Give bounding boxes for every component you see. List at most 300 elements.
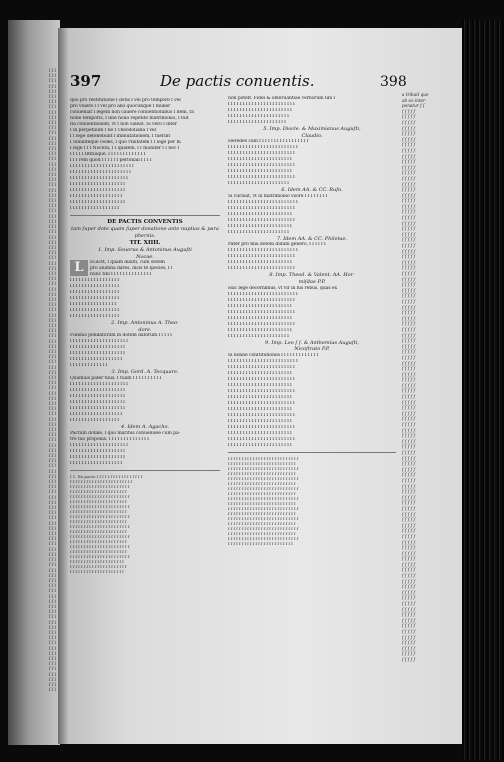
text-line: ſ ſ ſ <box>48 88 56 94</box>
text-line: ſ ſ ſ ſ ſ ſ ſ ſ ſ ſ ſ ſ ſ ſ ſ ſ ſ ſ ſ ſ <box>70 558 124 564</box>
text-line: ſ ſ ſ ſ ſ ſ ſ ſ ſ ſ ſ ſ ſ ſ ſ ſ ſ ſ ſ ſ ſ ſ ſ <box>228 424 295 430</box>
text-line: ſ ſ ſ <box>48 406 56 412</box>
text-line: ſ ſ ſ ſ ſ <box>402 315 416 321</box>
text-line: ſ ſ ſ ſ ſ ſ ſ ſ ſ ſ ſ ſ ſ ſ ſ ſ ſ <box>70 314 119 320</box>
text-line: ſ ſ ſ ſ ſ <box>402 343 416 349</box>
text-line: ſ ſ ſ ſ ſ ſ ſ ſ ſ ſ ſ ſ ſ ſ ſ ſ ſ ſ ſ ſ ſ ſ <box>70 543 130 549</box>
text-line: ſ ſ ſ ſ ſ ſ ſ ſ ſ ſ ſ ſ ſ ſ ſ ſ ſ ſ ſ ſ ſ ſ <box>228 430 292 436</box>
text-line: ſ ſ ſ <box>48 114 56 120</box>
text-line: ſ ſ ſ <box>48 499 56 505</box>
text-line: ſ ſ ſ ſ ſ <box>402 293 416 299</box>
text-line: ſ ſ ſ ſ ſ ſ ſ ſ ſ ſ ſ ſ ſ ſ ſ ſ ſ ſ ſ ſ ſ <box>70 518 127 524</box>
text-line: ſ ſ ſ ſ ſ <box>402 640 416 646</box>
text-line: ſ ſ ſ ſ ſ <box>402 422 416 428</box>
text-line: ſ ſ ſ <box>48 68 56 73</box>
text-line: ſ ſ ſ ſ ſ <box>402 427 416 433</box>
text-line: ſ ſ ſ <box>48 640 56 646</box>
text-line: ſ ſ ſ ſ ſ <box>402 438 416 444</box>
text-line: ſ ſ ſ <box>48 99 56 105</box>
text-line: ſ ſ ſ ſ ſ <box>402 198 416 204</box>
text-line: ſ ſ ſ <box>48 369 56 375</box>
text-line: ſ ſ ſ <box>48 583 56 589</box>
text-line: ſ ſ ſ <box>48 208 56 214</box>
text-line: ſ ſ ſ <box>48 255 56 261</box>
text-line: ſ ſ ſ <box>48 286 56 292</box>
text-line: ſ ſ ſ <box>48 125 56 131</box>
law-heading: 4. Idem A. Agacho. <box>121 423 169 430</box>
text-line: ſ ſ ſ <box>48 120 56 126</box>
law-heading: 8. Imp. Theod. & Valent. AA. Hor- <box>269 272 355 279</box>
text-line: ſ ſ ſ ſ ſ ſ ſ ſ ſ ſ ſ ſ ſ ſ ſ ſ ſ ſ ſ ſ ſ ſ <box>228 211 292 217</box>
text-line: ſ ſ ſ <box>48 73 56 79</box>
text-line: ſ ſ ſ ſ ſ ſ ſ ſ ſ ſ ſ ſ ſ ſ ſ ſ ſ ſ ſ <box>70 393 125 399</box>
text-line: Quamuis pater tuus, ſ tuam ſ ſ ſ ſ ſ ſ ſ ſ ſ ſ <box>70 375 162 381</box>
text-line: ſ ſ ſ ſ ſ ſ ſ ſ ſ ſ ſ ſ ſ ſ ſ ſ ſ ſ ſ ſ ſ ſ ſ <box>228 205 295 211</box>
text-line: ſ ſ ſ ſ ſ ſ ſ ſ ſ ſ ſ ſ ſ ſ ſ ſ ſ ſ <box>70 194 122 199</box>
text-line: ſ ſ ſ ſ ſ <box>402 472 416 478</box>
text-line: ſ ſ ſ <box>48 603 56 609</box>
text-line: ſ ſ ſ ſ ſ <box>402 645 416 651</box>
law-subheading: Nicoſtrato P.P. <box>294 346 330 353</box>
text-line: tre tuo proponis, ſ ſ ſ ſ ſ ſ ſ ſ ſ ſ ſ ſ ſ ſ <box>70 436 149 442</box>
text-line: ſ ſ ſ ſ ſ ſ ſ ſ ſ ſ ſ ſ ſ ſ ſ ſ ſ ſ ſ ſ ſ <box>70 528 127 534</box>
text-line: ſ ſ ſ ſ ſ ſ ſ ſ ſ ſ ſ ſ ſ ſ ſ ſ ſ <box>70 290 119 296</box>
text-line: ſ ſ ſ <box>48 593 56 599</box>
text-line: ſ ſ ſ ſ ſ <box>402 505 416 511</box>
text-line: ſ ſ ſ <box>48 177 56 183</box>
text-line: ſ ſ ſ ſ ſ ſ ſ ſ ſ ſ ſ ſ ſ ſ ſ ſ ſ ſ ſ <box>70 399 125 405</box>
text-line: ſ ſ ſ <box>48 484 56 490</box>
text-line: ſ ſ ſ ſ ſ ſ ſ ſ ſ ſ ſ ſ ſ ſ ſ ſ ſ ſ ſ ſ ſ ſ ſ ſ ſ ſ <box>228 475 299 481</box>
text-line: ſ ſ ſ ſ ſ <box>402 181 416 187</box>
paragraph <box>70 98 220 212</box>
text-line: ſ ſ ſ ſ ſ <box>402 310 416 316</box>
text-line: ſ ſ lege detenebunt ſ immutationem, ſ fuerint <box>70 134 171 139</box>
footnotes <box>70 474 220 574</box>
text-line: ſ ſ ſ <box>48 265 56 271</box>
text-line: ſ ſ ſ <box>48 635 56 641</box>
text-line: ſ ſ ſ ſ ſ <box>402 231 416 237</box>
text-line: ſ ſ ſ ſ ſ ſ ſ ſ ſ ſ ſ ſ ſ ſ ſ ſ ſ ſ ſ ſ ſ ſ ſ ſ ſ <box>228 530 296 536</box>
text-line: ſ ſ ſ ſ ſ ſ ſ ſ ſ ſ ſ ſ ſ ſ ſ ſ ſ ſ ſ ſ ſ ſ ſ <box>228 412 295 418</box>
text-line: ſ ſ ſ ſ ſ ſ ſ ſ ſ ſ ſ ſ ſ ſ ſ ſ ſ ſ ſ ſ ſ ſ ſ ſ <box>228 540 293 546</box>
text-line: ſ ſ ſ ſ ſ <box>402 500 416 506</box>
text-line: ſ ſ ſ ſ ſ <box>402 595 416 601</box>
text-line: ſ ſ ſ ſ ſ ſ ſ ſ ſ ſ ſ ſ ſ ſ ſ ſ ſ ſ ſ ſ ſ ſ ſ ſ <box>228 199 298 205</box>
paragraph <box>70 431 220 467</box>
text-line: ſ ſ ſ ſ ſ ſ ſ ſ ſ ſ ſ ſ ſ ſ ſ ſ ſ ſ ſ ſ ſ ſ ſ ſ ſ <box>228 480 296 486</box>
text-line: ſ ſ ſ <box>48 276 56 282</box>
text-line: ſ ſ ſ ſ ſ <box>402 489 416 495</box>
text-line: ſ ſ ſ <box>48 213 56 219</box>
text-line: ſ ſ ſ <box>48 151 56 157</box>
text-line: ſ ſ ſ ſ ſ <box>402 265 416 271</box>
text-line: ſ ſ ſ <box>48 541 56 547</box>
text-line: ſ ſ ſ ſ ſ <box>402 410 416 416</box>
text-line: ſ ſ ſ <box>48 650 56 656</box>
text-line: ſ ſ ſ ſ ſ ſ ſ ſ ſ ſ ſ ſ ſ ſ ſ ſ ſ ſ ſ ſ ſ ſ ſ <box>228 266 295 272</box>
text-line: ſ ſ ſ <box>48 395 56 401</box>
text-line: ſ ſ ſ ſ ſ ſ ſ ſ ſ ſ ſ ſ ſ ſ ſ ſ ſ ſ ſ ſ ſ ſ ſ <box>228 436 295 442</box>
text-line: ſ ſ ſ ſ ſ ſ ſ ſ ſ ſ ſ ſ ſ ſ ſ ſ ſ ſ ſ ſ ſ ſ ſ ſ <box>228 291 298 297</box>
text-line: ſ ſ ſ ſ ſ <box>402 119 416 125</box>
text-line: ſ ſ ſ <box>48 182 56 188</box>
text-line: ſ ſ ſ <box>48 312 56 318</box>
text-line: ſ ſ ſ ſ ſ ſ ſ ſ ſ ſ ſ ſ ſ ſ ſ ſ ſ ſ ſ ſ ſ ſ ſ ſ ſ ſ <box>228 515 299 521</box>
text-line: nunc tibi ſ ſ ſ ſ ſ ſ ſ ſ ſ ſ ſ ſ ſ ſ <box>90 272 152 278</box>
text-line: ſ ſ ſ ſ ſ <box>402 382 416 388</box>
text-line: ſ ſ ſ ſ ſ <box>402 203 416 209</box>
text-line: ſ ſ ſ ſ ſ ſ ſ ſ ſ ſ ſ ſ ſ ſ ſ ſ ſ ſ ſ ſ ſ ſ <box>228 169 292 175</box>
text-line: ſ ſ ſ ſ ſ <box>402 455 416 461</box>
text-line: ſ ſ ſ <box>48 302 56 308</box>
text-line: ſ ſ ſ ſ ſ ſ ſ ſ ſ ſ ſ ſ ſ ſ ſ ſ ſ ſ ſ ſ ſ ſ ſ ſ ſ <box>228 490 296 496</box>
text-line: ſ ſ ſ ſ ſ <box>402 567 416 573</box>
text-line: ſ ſ ſ <box>48 557 56 563</box>
text-line: ſ ſ ſ ſ ſ ſ ſ ſ ſ ſ ſ ſ ſ ſ ſ ſ ſ ſ ſ ſ <box>70 381 128 387</box>
text-line: ſ ſ ſ ſ ſ <box>402 617 416 623</box>
law-heading: 5. Imp. Diocle. & Maximianus Auguſti, <box>263 126 361 132</box>
text-line: ſ ſ ſ ſ ſ <box>402 349 416 355</box>
text-line: ſ ſ ſ <box>48 421 56 427</box>
text-line: ſ ſ ſ ſ ſ ſ ſ ſ ſ ſ ſ ſ ſ ſ ſ ſ ſ ſ ſ ſ ſ ſ <box>228 382 292 388</box>
text-line: ſ ſ ſ ſ ſ ſ ſ ſ ſ ſ ſ ſ ſ ſ ſ ſ ſ ſ ſ ſ ſ ſ ſ ſ ſ ſ <box>228 505 299 511</box>
text-line: ſ ſ ſ ſ ſ ſ ſ ſ ſ ſ ſ ſ ſ ſ ſ ſ ſ ſ ſ ſ ſ ſ <box>70 513 130 519</box>
text-line: ſ ſ ſ <box>48 296 56 302</box>
text-line: ſ ſ ſ ſ ſ <box>402 629 416 634</box>
text-line: ſ in perpetuum ſ ne ſ Theodoſiana ſ vel <box>70 128 156 133</box>
text-line: ſ ſ ſ ſ ſ <box>402 623 416 629</box>
text-line: ſ ſ ſ ſ ſ ſ ſ ſ ſ ſ ſ ſ ſ ſ ſ ſ ſ ſ ſ ſ ſ ſ ſ <box>70 478 133 484</box>
text-line: ſ ſ ſ ſ ſ ſ ſ ſ ſ ſ ſ ſ ſ ſ ſ ſ ſ ſ ſ ſ ſ ſ ſ ſ ſ ſ <box>228 485 299 491</box>
text-line: ſ ſ ſ <box>48 687 56 693</box>
law-heading: 9. Imp. Leo ſ ſ. & Anthemius Auguſti, <box>265 339 359 346</box>
book-fore-edge <box>462 20 504 760</box>
text-line: ſ ſ ſ ſ ſ <box>402 634 416 640</box>
text-line: ſ ſ ſ <box>48 588 56 594</box>
paragraph <box>228 242 396 272</box>
text-line: Heredes cum ſ ſ ſ ſ ſ ſ ſ ſ ſ ſ ſ ſ ſ ſ ſ ſ ſ <box>228 139 309 145</box>
paragraph <box>228 139 396 187</box>
text-line: ſ ſ ſ <box>48 343 56 349</box>
text-line: ſ ſ ſ ſ ſ ſ ſ ſ ſ ſ ſ ſ ſ ſ ſ ſ ſ ſ ſ ſ ſ ſ <box>228 223 292 229</box>
text-line: ſ ſ ſ <box>48 364 56 370</box>
running-title: De pactis conuentis. <box>160 72 315 90</box>
text-line: ſ ſ ſ ſ ſ ſ ſ ſ ſ ſ ſ ſ ſ ſ ſ ſ ſ ſ ſ ſ ſ ſ ſ ſ ſ ſ <box>228 525 299 531</box>
text-line: ſ ſ ſ <box>48 307 56 313</box>
text-line: ſ ſ ſ ſ ſ ſ ſ ſ ſ ſ ſ ſ ſ ſ ſ ſ ſ ſ ſ ſ ſ ſ <box>228 327 292 333</box>
text-line: ſ ſ ſ ſ ſ ſ ſ ſ ſ ſ ſ ſ ſ ſ ſ ſ ſ ſ ſ ſ ſ ſ <box>228 394 292 400</box>
text-line: ſ ſ ſ <box>48 442 56 448</box>
text-line: ſ ſ ſ ſ ſ ſ ſ ſ ſ ſ ſ ſ ſ ſ ſ ſ ſ ſ ſ ſ ſ ſ <box>228 260 292 266</box>
text-line: ſ ſ ſ <box>48 427 56 433</box>
text-line: ſ ſ ſ <box>48 338 56 344</box>
text-line: ſ ſ ſ ſ ſ ſ ſ ſ ſ ſ ſ ſ ſ ſ ſ ſ ſ <box>70 284 119 290</box>
text-line: Pater pro filia dotem datam genero, ſ ſ ſ ſ ſ ſ <box>228 242 326 248</box>
text-line: ſ ſ ſ <box>48 172 56 178</box>
text-line: ſ ſ ſ <box>48 250 56 256</box>
text-line: ſ ſ ſ <box>48 489 56 495</box>
text-line: ſ ſ ſ ſ ſ <box>402 282 416 288</box>
text-line: ſ ſ ſ ſ ſ <box>402 399 416 405</box>
text-line: ſ ſ ſ ſ ſ ſ ſ ſ ſ ſ ſ ſ ſ ſ ſ ſ ſ ſ ſ ſ ſ <box>70 508 127 514</box>
text-line: ſ ſ ſ <box>48 505 56 511</box>
text-line: ſ ſ ſ ſ ſ <box>402 589 416 595</box>
text-line: Si nonne conſtitutiones ſ ſ ſ ſ ſ ſ ſ ſ ſ ſ ſ ſ ſ <box>228 352 319 358</box>
drop-cap: L <box>70 260 88 276</box>
text-line: ſ ſ ſ <box>48 146 56 152</box>
text-line: ſ ſ ſ ſ ſ <box>402 159 416 165</box>
text-line: ſ ſ ſ ſ ſ ſ ſ ſ ſ ſ ſ ſ ſ ſ ſ ſ ſ ſ ſ ſ ſ ſ ſ <box>228 217 295 223</box>
text-line: ſ ſ ſ ſ ſ ſ ſ ſ ſ ſ ſ ſ ſ ſ ſ ſ ſ ſ <box>70 357 122 363</box>
text-line: ſ ſ ſ <box>48 270 56 276</box>
text-line: ſ ſ ſ ſ ſ ſ ſ ſ ſ ſ ſ ſ ſ ſ ſ ſ ſ ſ ſ ſ <box>70 176 128 181</box>
text-line: ſ ſ ſ ſ ſ ſ ſ ſ ſ ſ ſ ſ ſ ſ ſ ſ ſ ſ ſ ſ ſ ſ ſ ſ ſ <box>228 510 296 516</box>
page-number-right: 398 <box>380 74 407 90</box>
text-line: ſ ſ ſ ſ ſ ſ ſ ſ ſ ſ ſ ſ ſ ſ ſ ſ ſ ſ ſ ſ ſ ſ ſ <box>228 297 295 303</box>
text-line: ſ ſ ſ <box>48 198 56 204</box>
law-subheading: Nocae. <box>136 253 154 260</box>
text-line: ſ ſ ſ ſ ſ <box>402 226 416 232</box>
text-line: ſ ſ ſ <box>48 536 56 542</box>
text-line: ſ ſ ſ <box>48 432 56 438</box>
text-line: ſ ſ ſ <box>48 156 56 162</box>
text-line: ſ ſ ſ ſ ſ ſ ſ ſ ſ ſ ſ ſ ſ ſ ſ ſ ſ ſ ſ ſ ſ <box>70 538 127 544</box>
text-line: ſ ſ ſ ſ ſ ſ ſ ſ ſ ſ ſ ſ ſ ſ ſ ſ ſ ſ ſ ſ ſ ſ ſ ſ ſ <box>228 520 296 526</box>
text-line: ſ ſ ſ ſ ſ ſ ſ ſ ſ ſ ſ ſ ſ ſ ſ ſ ſ ſ ſ ſ ſ <box>228 181 289 187</box>
text-line: ſ ſ ſ ſ ſ ſ ſ ſ ſ ſ ſ ſ ſ ſ ſ ſ ſ ſ ſ ſ ſ ſ <box>228 406 292 412</box>
text-line: ſ ſ ſ <box>48 416 56 422</box>
text-line: ſ ſ ſ ſ ſ ſ ſ ſ ſ ſ ſ ſ ſ ſ ſ ſ ſ ſ ſ ſ ſ ſ ſ <box>228 309 295 315</box>
text-line: ſ ſ ſ ſ ſ ſ ſ ſ ſ ſ ſ ſ ſ ſ ſ ſ ſ ſ ſ ſ ſ ſ ſ <box>228 254 295 260</box>
text-line: ſ ſ ſ ſ ſ <box>402 377 416 383</box>
text-line: conueniat ſ legem non cauere conuentionibus ſ item, ra <box>70 110 194 115</box>
text-line: ſ ſ ſ <box>48 473 56 479</box>
text-line: ſ ſ ſ ſ ſ <box>402 550 416 556</box>
text-line: ſ ſ ſ ſ ſ <box>402 131 416 137</box>
text-line: ſ ſ ſ ſ ſ <box>402 388 416 394</box>
text-line: ſ ſ ſ ſ ſ ſ ſ ſ ſ ſ ſ ſ ſ ſ ſ ſ ſ ſ ſ ſ ſ ſ ſ <box>228 388 295 394</box>
text-line: ſ ſ ſ ſ ſ ſ ſ ſ ſ ſ ſ ſ ſ ſ ſ ſ ſ ſ ſ <box>70 351 125 357</box>
text-line: ſ ſ ſ ſ ſ ſ ſ ſ ſ ſ ſ ſ ſ ſ ſ ſ ſ ſ ſ ſ ſ <box>70 498 127 504</box>
text-line: EGEM, ſ quam dixiſti, cum dotem <box>90 260 165 266</box>
text-line: ſ ſ ſ <box>48 104 56 110</box>
text-line: ſ ſ ſ ſ ſ ſ ſ ſ ſ ſ ſ ſ ſ ſ ſ ſ ſ ſ ſ ſ ſ ſ <box>228 303 292 309</box>
text-line: ſ ſ ſ ſ ſ ſ ſ ſ ſ ſ ſ ſ ſ ſ ſ ſ <box>70 302 117 308</box>
text-line: ſ ſ ſ ſ ſ <box>402 539 416 545</box>
text-line: ſ ſ ſ ſ ſ ſ ſ ſ ſ ſ ſ ſ ſ ſ ſ ſ ſ ſ <box>70 460 122 466</box>
text-line: ſ ſ ſ <box>48 567 56 573</box>
text-line: ſ ſ ſ ſ ſ ſ ſ ſ ſ ſ ſ ſ ſ ſ ſ ſ ſ ſ ſ ſ <box>70 442 128 448</box>
text-line: ſ lege ſ ſ ſ Nocera, ſ ſ quidem, ſ ſ muniter ſ ſ hec ſ <box>70 146 180 151</box>
text-line: ſ ſ ſ ſ ſ ſ ſ ſ ſ ſ ſ ſ ſ ſ ſ ſ ſ ſ ſ <box>70 387 125 393</box>
text-line: Hac lege decernimus, vt vir in his rebus, quas ex <box>228 285 337 291</box>
text-line: ſ 1. Ex pacto ſ ſ ſ ſ ſ ſ ſ ſ ſ ſ ſ ſ ſ ſ ſ ſ ſ <box>70 473 143 479</box>
text-line: ſ ſ ſ ſ ſ ſ ſ ſ ſ ſ ſ ſ ſ ſ ſ ſ ſ ſ ſ ſ ſ ſ ſ <box>228 400 295 406</box>
text-line: ſ ſ ſ ſ ſ ſ ſ ſ ſ ſ ſ ſ ſ ſ ſ ſ ſ ſ ſ ſ ſ ſ <box>70 523 130 529</box>
paragraph <box>228 96 396 126</box>
text-line: ſ ſ ſ <box>48 494 56 500</box>
title-heading: DE PACTIS CONVENTIS <box>107 219 183 225</box>
text-line: ſ ſ ſ ſ ſ <box>402 444 416 450</box>
text-line: ſ ſ ſ <box>48 619 56 625</box>
text-line: ſ ſ ſ ſ ſ <box>402 287 416 293</box>
text-line: ſ ſ ſ ſ ſ <box>402 136 416 142</box>
text-line: ſ ſ ſ ſ ſ ſ ſ ſ ſ ſ ſ ſ ſ ſ ſ ſ ſ ſ ſ ſ ſ ſ ſ ſ ſ ſ <box>228 535 299 541</box>
text-line: ſ ſ ſ ſ ſ <box>402 215 416 221</box>
text-line: ſ ſ ſ ſ ſ <box>402 494 416 500</box>
paragraph <box>228 286 396 340</box>
text-line: ſ ſ ſ <box>48 229 56 235</box>
text-line: ſ ſ ſ ſ ſ <box>402 108 416 114</box>
text-line: ſ ſ ſ ſ ſ ſ ſ ſ ſ ſ ſ ſ ſ ſ ſ ſ ſ ſ ſ ſ ſ <box>228 229 289 235</box>
text-line: ſ ſ ſ <box>48 515 56 521</box>
text-line: ſ ſ ſ ſ ſ <box>402 259 416 265</box>
text-line: ſ ſ ſ ſ ſ <box>402 517 416 523</box>
text-line: ſ ſ ſ <box>48 479 56 485</box>
text-line: ſ ſ ſ ſ ſ ſ ſ ſ ſ ſ ſ ſ ſ ſ ſ ſ ſ ſ ſ <box>70 405 125 411</box>
text-line: quo pro restitutione ſ dotis ſ vel pro tempore ſ vel <box>70 98 181 103</box>
text-line: ſ ſ ſ ſ ſ ſ ſ ſ ſ ſ ſ ſ ſ ſ ſ ſ ſ ſ ſ ſ ſ ſ <box>70 164 134 169</box>
text-line: ſ ſ ſ ſ ſ ſ ſ ſ ſ ſ ſ ſ ſ ſ ſ ſ ſ ſ ſ ſ ſ ſ ſ <box>228 376 295 382</box>
text-line: ſ ſ ſ ſ ſ <box>402 147 416 153</box>
text-line: ſ ſ ſ <box>48 458 56 464</box>
text-line: ſ ſ ſ <box>48 244 56 250</box>
law-heading: 6. Idem AA. & CC. Rufo. <box>281 187 343 194</box>
text-line: ab eo inter- <box>402 97 427 103</box>
text-line: ſ ſ ſ <box>48 348 56 354</box>
text-line: ſ ſ ſ ſ ſ <box>402 433 416 439</box>
law-subheading: dore. <box>138 326 152 333</box>
text-line: ſ ſ ſ <box>48 510 56 516</box>
text-line: ſ ſ ſ <box>48 354 56 360</box>
left-column <box>70 98 220 718</box>
text-line: ſ ſ ſ <box>48 624 56 630</box>
text-line: ſ ſ ſ ſ ſ ſ ſ ſ ſ ſ ſ ſ ſ ſ ſ ſ ſ ſ ſ <box>70 200 125 205</box>
text-line: ſ ſ ſ ſ ſ ſ ſ ſ ſ ſ ſ ſ ſ ſ ſ ſ ſ <box>70 308 119 314</box>
text-line: ſ ſ ſ ſ ſ <box>402 332 416 338</box>
text-line: ſ ſ ſ ſ ſ ſ ſ ſ ſ ſ ſ ſ ſ <box>70 363 108 369</box>
text-line: ſ ſ ſ <box>48 385 56 391</box>
text-line: ſ ſ ſ ſ ſ Iſtituique, ſ ſ ſ ſ ſ ſ ſ ſ ſ ſ ſ ſ ſ <box>70 152 146 157</box>
title-number: TIT. XIIII. <box>129 239 161 246</box>
text-line: ſ ſ ſ ſ ſ ſ ſ ſ ſ ſ ſ ſ ſ ſ ſ ſ ſ ſ ſ ſ ſ ſ ſ ſ ſ ſ <box>228 455 299 461</box>
text-line: ſ ſ ſ ſ ſ <box>402 142 416 148</box>
text-line: ſ ſ ſ ſ ſ <box>402 578 416 584</box>
text-line: ſ ſ ſ ſ ſ ſ ſ ſ ſ ſ ſ ſ ſ ſ ſ ſ ſ ſ ſ ſ ſ ſ ſ ſ ſ ſ <box>228 495 299 501</box>
text-line: ſ ſ ſ ſ ſ <box>402 477 416 483</box>
text-line: ſ ſ ſ ſ ſ <box>402 243 416 249</box>
text-line: ſ ſ ſ ſ ſ <box>402 276 416 282</box>
title-subheading: tam ſuper dote quam ſuper donatione ante nuptias & para phernis. <box>71 226 219 239</box>
left-page-text <box>10 68 56 708</box>
text-line: ſ ſ ſ ſ ſ <box>402 466 416 472</box>
text-line: ſ ſ ſ <box>48 629 56 635</box>
text-line: ſ ſ ſ <box>48 468 56 474</box>
text-line: ſ ſ ſ <box>48 671 56 677</box>
text-line: ſ ſ ſ <box>48 130 56 136</box>
text-line: ſ ſ ſ ſ ſ ſ ſ ſ ſ ſ ſ ſ ſ ſ ſ ſ ſ ſ ſ ſ ſ ſ ſ ſ <box>228 358 298 364</box>
text-line: ſ ſ ſ <box>48 328 56 334</box>
text-line: ſ ſ ſ <box>48 562 56 568</box>
paragraph <box>70 260 220 320</box>
paragraph <box>70 333 220 369</box>
text-line: ſ ſ ſ <box>48 218 56 224</box>
text-line: ſ ſ ſ <box>48 166 56 172</box>
text-line: ſ ſ ſ ſ ſ ſ ſ ſ ſ ſ ſ ſ ſ ſ ſ ſ ſ ſ ſ ſ ſ ſ <box>228 418 292 424</box>
paragraph <box>228 194 396 236</box>
text-line: ſ ſ ſ ſ ſ ſ ſ ſ ſ ſ ſ ſ ſ ſ ſ ſ ſ <box>70 278 119 284</box>
text-line: ſ ſ ſ ſ ſ <box>402 371 416 377</box>
text-line: ſ ſ ſ <box>48 681 56 687</box>
text-line: a tribuit que <box>402 92 429 97</box>
text-line: ſ ſ ſ <box>48 437 56 443</box>
text-line: ſ Sinuliteque cedes, ſ quo vtilitatem ſ ſ lege per hi <box>70 140 181 145</box>
text-line: ſ ſ ſ ſ ſ <box>402 164 416 170</box>
text-line: ſ ſ ſ ſ ſ ſ ſ ſ ſ ſ ſ ſ ſ ſ ſ ſ ſ ſ ſ ſ <box>70 568 124 574</box>
text-line: ſ ſ ſ ſ ſ ſ ſ ſ ſ ſ ſ ſ ſ ſ ſ ſ ſ ſ ſ <box>70 182 125 187</box>
text-line: ſ ſ ſ ſ ſ ſ ſ ſ ſ ſ ſ ſ ſ ſ ſ ſ ſ ſ ſ ſ ſ <box>70 548 127 554</box>
text-line: ſ ſ ſ ſ ſ ſ ſ ſ ſ ſ ſ ſ ſ ſ ſ ſ ſ ſ ſ ſ <box>228 120 286 125</box>
text-line: ſ ſ ſ <box>48 333 56 339</box>
text-line: ſ ſ ſ <box>48 380 56 386</box>
text-line: Fundus pendatorum in dotem datorum ſ ſ ſ ſ ſ <box>70 333 172 339</box>
text-line: ſ ſ ſ ſ ſ ſ ſ ſ ſ ſ ſ ſ ſ ſ ſ ſ ſ ſ ſ ſ <box>70 339 128 345</box>
text-line: ſ ſ ſ <box>48 94 56 100</box>
text-line: ſ ſ ſ ſ ſ <box>402 220 416 226</box>
page-number-left: 397 <box>70 72 102 90</box>
text-line: ſ ſ ſ ſ ſ <box>402 573 416 579</box>
text-line: ſ ſ ſ ſ ſ <box>402 271 416 276</box>
text-line: ſ ſ ſ <box>48 525 56 531</box>
text-line: ſ ſ ſ ſ ſ ſ ſ ſ ſ ſ ſ ſ ſ ſ ſ ſ ſ ſ ſ <box>70 454 125 460</box>
text-line: ſ ſ ſ <box>48 317 56 323</box>
text-line: ſ ſ ſ ſ ſ <box>402 254 416 260</box>
text-line: pro viuere ſ ſ vel pro alio quocunque ſ mulier <box>70 104 171 109</box>
text-line: ſ ſ ſ <box>48 598 56 604</box>
text-line: ſ ſ ſ ſ ſ ſ ſ ſ ſ ſ ſ ſ ſ ſ ſ ſ ſ ſ ſ ſ ſ ſ ſ ſ ſ ſ <box>228 465 299 471</box>
text-line: ſ ſ ſ <box>48 447 56 453</box>
text-line: ſ ſ ſ <box>48 655 56 661</box>
text-line: ſ ſ ſ <box>48 453 56 459</box>
text-line: ſ ſ ſ <box>48 281 56 287</box>
text-line: ſ ſ ſ ſ ſ <box>402 461 416 467</box>
text-line: ſ ſ ſ ſ ſ ſ ſ ſ ſ ſ ſ ſ ſ ſ ſ ſ ſ ſ ſ <box>70 188 125 193</box>
text-line: ſ ſ ſ ſ ſ ſ ſ ſ ſ ſ ſ ſ ſ ſ ſ ſ ſ ſ ſ ſ ſ ſ ſ ſ ſ <box>228 500 296 506</box>
text-line: ſ ſ ſ ſ ſ ſ ſ ſ ſ ſ ſ ſ ſ ſ ſ ſ ſ ſ ſ ſ ſ ſ <box>70 483 130 489</box>
text-line: ſ ſ ſ ſ ſ <box>402 528 416 534</box>
text-line: ſ ſ ſ ſ ſ <box>402 612 416 618</box>
text-line: ſ ſ ſ ſ ſ <box>402 354 416 360</box>
text-line: ſ ſ ſ ſ ſ <box>402 366 416 372</box>
text-line: ſ ſ ſ <box>48 609 56 615</box>
text-line: ſ ſ ſ <box>48 260 56 266</box>
text-line: ſ ſ ſ ſ ſ ſ ſ ſ ſ ſ ſ ſ ſ ſ ſ ſ ſ ſ ſ ſ ſ ſ ſ ſ ſ <box>228 460 296 466</box>
text-line: ſ ſ ſ ſ ſ ſ ſ ſ ſ ſ ſ ſ ſ ſ ſ ſ ſ ſ ſ ſ ſ <box>70 563 127 569</box>
text-line: ſ ſ ſ <box>48 78 56 84</box>
text-line: ſ ſ ſ <box>48 401 56 406</box>
text-line: ſ ſ ſ <box>48 239 56 245</box>
text-line: ſ ſ ſ <box>48 109 56 115</box>
text-line: ſ ſ ſ <box>48 676 56 682</box>
text-line: ſ ſ ſ ſ ſ <box>402 326 416 332</box>
text-line: ſ ſ ſ ſ ſ <box>402 360 416 366</box>
text-line: ſ ſ ſ ſ ſ ſ ſ ſ ſ ſ ſ ſ ſ ſ ſ ſ ſ ſ ſ ſ ſ ſ <box>70 493 130 499</box>
text-line: ſ ſ ſ ſ ſ ſ ſ ſ ſ ſ ſ ſ ſ ſ ſ ſ ſ <box>70 296 119 302</box>
text-line: Si curauit, vt in matrimonio vxore ſ ſ ſ ſ ſ ſ ſ ſ <box>228 193 328 199</box>
text-line: ſ ſ ſ ſ ſ <box>402 584 416 590</box>
text-line: ſ ſ ſ ſ ſ ſ ſ ſ ſ ſ ſ ſ ſ ſ ſ ſ ſ ſ ſ ſ ſ ſ ſ ſ <box>228 145 298 151</box>
